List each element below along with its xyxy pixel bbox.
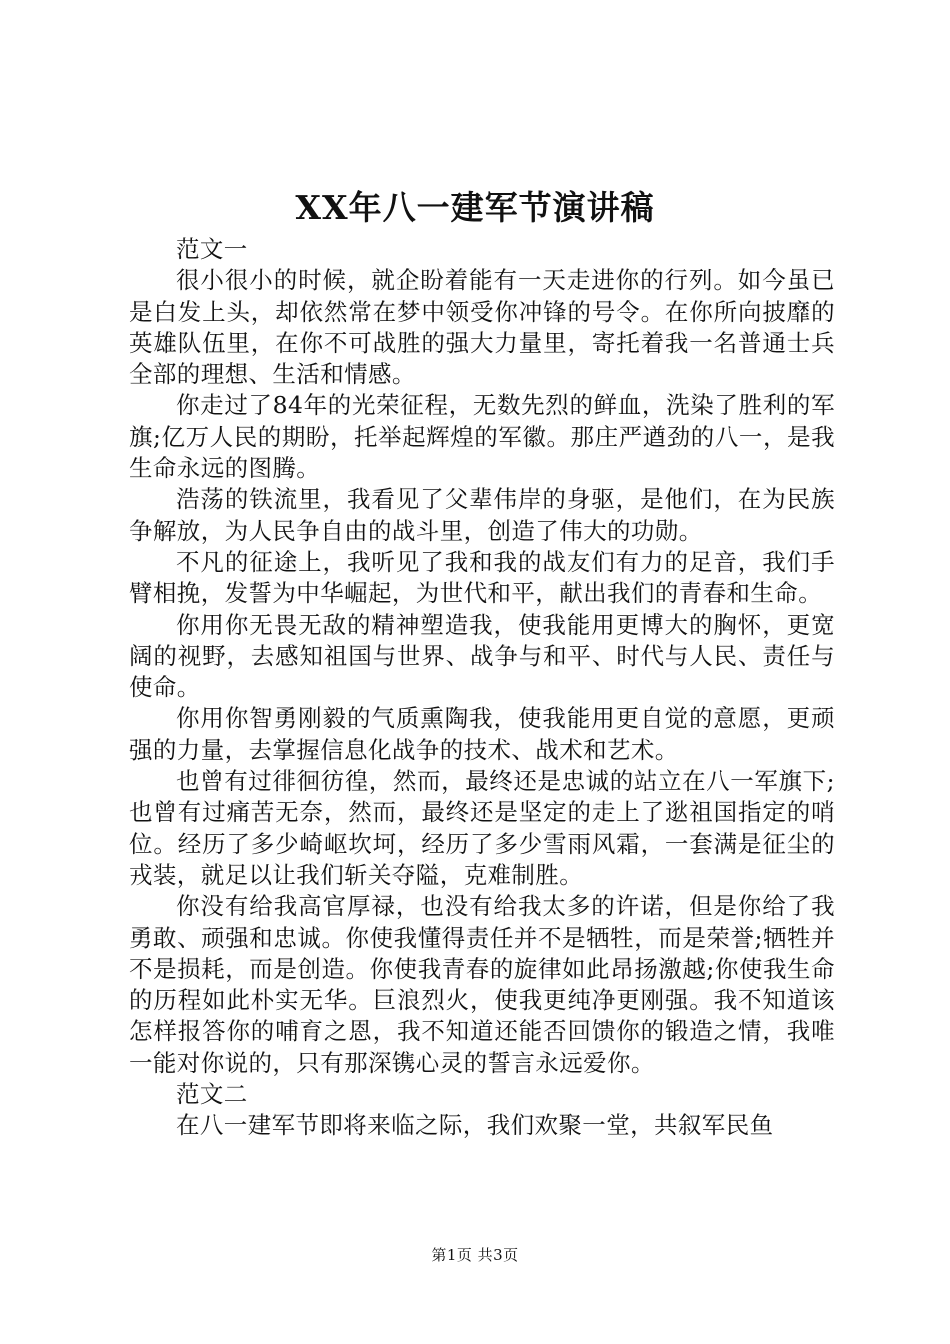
page-footer: 第1页 共3页 xyxy=(431,1246,519,1264)
section-heading-1: 范文一 xyxy=(176,235,248,263)
paragraph: 你用你智勇刚毅的气质熏陶我，使我能用更自觉的意愿，更顽强的力量，去掌握信息化战争的技术、战术和艺术。 xyxy=(129,704,835,764)
paragraph: 你走过了84年的光荣征程，无数先烈的鲜血，洗染了胜利的军旗;亿万人民的期盼，托举起辉煌的军徽。那庄严遒劲的八一，是我生命永远的图腾。 xyxy=(129,391,835,483)
paragraph: 也曾有过徘徊彷徨，然而，最终还是忠诚的站立在八一军旗下;也曾有过痛苦无奈，然而，最终还是坚定的走上了逖祖国指定的哨位。经历了多少崎岖坎坷，经历了多少雪雨风霜，一套满是征尘的戎装，就足以让我们斩关夺隘，克难制胜。 xyxy=(129,767,835,889)
paragraph: 在八一建军节即将来临之际，我们欢聚一堂，共叙军民鱼 xyxy=(176,1111,774,1140)
paragraph: 浩荡的铁流里，我看见了父辈伟岸的身驱，是他们，在为民族争解放，为人民争自由的战斗里，创造了伟大的功勋。 xyxy=(129,485,835,545)
document-body xyxy=(129,234,835,1142)
section-heading-2: 范文二 xyxy=(176,1080,248,1109)
paragraph: 不凡的征途上，我听见了我和我的战友们有力的足音，我们手臂相挽，发誓为中华崛起，为世代和平，献出我们的青春和生命。 xyxy=(129,547,835,608)
document-title: XX年八一建军节演讲稿 xyxy=(295,188,655,227)
paragraph: 你没有给我高官厚禄，也没有给我太多的许诺，但是你给了我勇敢、顽强和忠诚。你使我懂得责任并不是牺牲，而是荣誉;牺牲并不是损耗，而是创造。你使我青春的旋律如此昂扬激越;你使我生命的历程如此朴实无华。巨浪烈火，使我更纯净更刚强。我不知道该怎样报答你的哺育之恩，我不知道还能否回馈你的锻造之情，我唯一能对你说的，只有那深镌心灵的誓言永远爱你。 xyxy=(129,892,835,1077)
paragraph: 你用你无畏无敌的精神塑造我，使我能用更博大的胸怀，更宽阔的视野，去感知祖国与世界、战争与和平、时代与人民、责任与使命。 xyxy=(129,610,835,702)
paragraph: 很小很小的时候，就企盼着能有一天走进你的行列。如今虽已是白发上头，却依然常在梦中领受你冲锋的号令。在你所向披靡的英雄队伍里，在你不可战胜的强大力量里，寄托着我一名普通士兵全部的理想、生活和情感。 xyxy=(129,266,835,389)
